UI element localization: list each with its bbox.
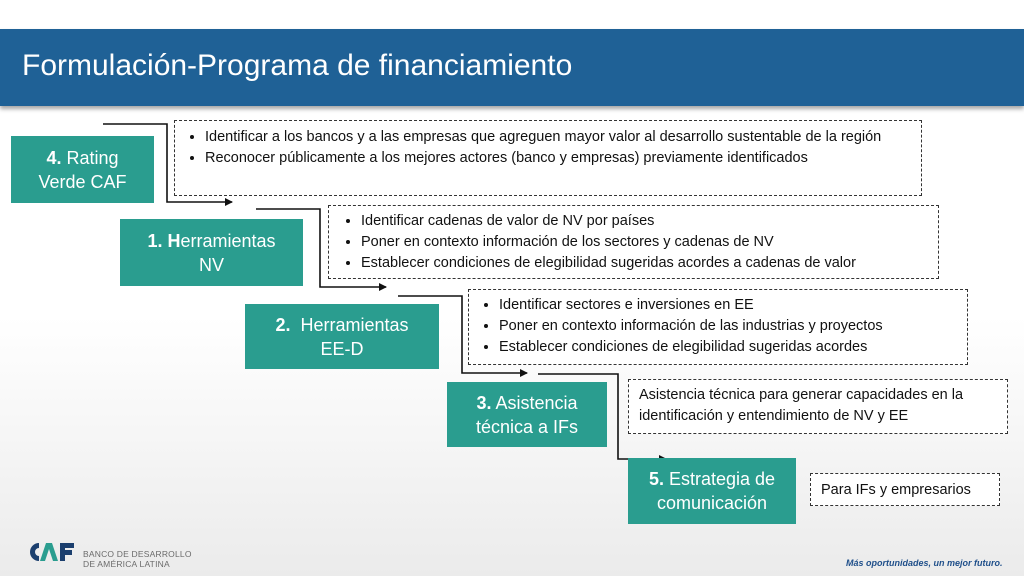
desc-herramientas-nv xyxy=(328,205,939,279)
step-label-line1: Asistencia xyxy=(495,392,578,413)
desc-estrategia-comunicacion xyxy=(810,473,1000,506)
caf-logo-icon xyxy=(26,537,82,567)
bullet-item: • Poner en contexto información de las industrias y proyectos xyxy=(499,316,959,337)
desc-herramientas-eed xyxy=(468,289,968,365)
logo-line2: DE AMÉRICA LATINA xyxy=(83,559,170,569)
step-number: 1. H xyxy=(147,230,181,251)
step-label-line1: Herramientas xyxy=(300,314,409,335)
step-estrategia-comunicacion xyxy=(628,458,796,524)
bullet-item: • Reconocer públicamente a los mejores actores (banco y empresas) previamente identificados xyxy=(205,148,913,169)
bullet-item: • Identificar cadenas de valor de NV por países xyxy=(361,211,930,232)
bullet-item: • Identificar a los bancos y a las empresas que agreguen mayor valor al desarrollo sustentable de la región xyxy=(205,127,913,148)
step-label-line1: Rating xyxy=(66,147,119,168)
bullet-item: • Establecer condiciones de elegibilidad sugeridas acordes xyxy=(499,337,959,358)
bullet-item: • Poner en contexto información de los sectores y cadenas de NV xyxy=(361,232,930,253)
step-number: 4. xyxy=(46,147,62,168)
desc-text: Para IFs y empresarios xyxy=(821,482,971,498)
desc-rating-verde xyxy=(174,120,922,196)
step-number: 2. xyxy=(275,314,291,335)
step-number: 5. xyxy=(648,469,664,489)
step-rating-verde xyxy=(11,136,154,203)
step-label-line2: comunicación xyxy=(656,493,768,513)
step-label-line1: erramientas xyxy=(180,230,276,251)
step-herramientas-eed xyxy=(245,304,439,369)
desc-asistencia-tecnica xyxy=(628,379,1008,434)
step-label-line2: Verde CAF xyxy=(38,171,127,192)
desc-text: Asistencia técnica para generar capacidades en la identificación y entendimiento de NV y EE xyxy=(639,387,964,424)
step-herramientas-nv xyxy=(120,219,303,286)
bullet-item: • Identificar sectores e inversiones en EE xyxy=(499,295,959,316)
step-label-line1: Estrategia de xyxy=(668,469,776,489)
page-title: Formulación-Programa de financiamiento xyxy=(22,49,573,82)
step-number: 3. xyxy=(476,392,492,413)
logo-line1: BANCO DE DESARROLLO xyxy=(83,549,192,559)
step-label-line2: EE-D xyxy=(320,338,364,359)
step-asistencia-tecnica xyxy=(447,382,607,447)
bullet-item: • Establecer condiciones de elegibilidad sugeridas acordes a cadenas de valor xyxy=(361,253,930,274)
step-label-line2: NV xyxy=(198,254,224,275)
step-label-line2: técnica a IFs xyxy=(475,416,579,437)
slogan: Más oportunidades, un mejor futuro. xyxy=(846,558,1003,568)
